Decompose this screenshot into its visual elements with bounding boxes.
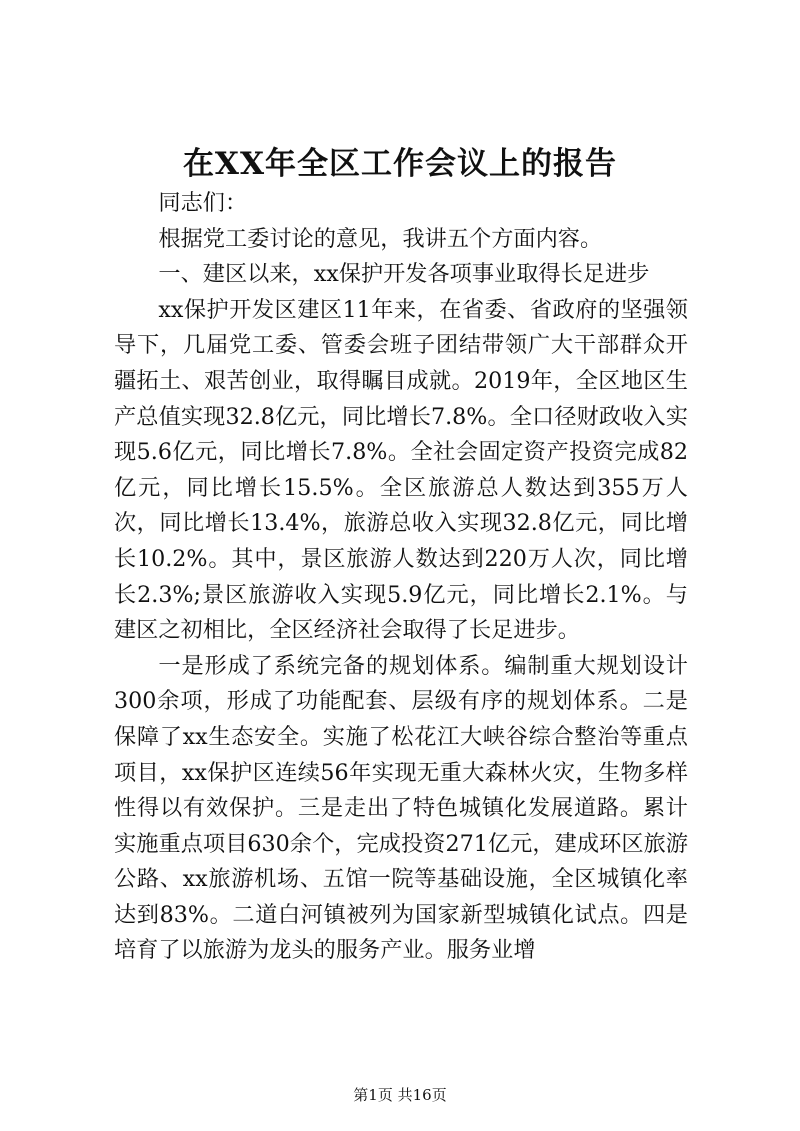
- intro-paragraph: 根据党工委讨论的意见，我讲五个方面内容。: [158, 225, 603, 252]
- achievements-paragraph: xx保护开发区建区11年来，在省委、省政府的坚强领导下，几届党工委、管委会班子团结带领广大干部群众开疆拓土、艰苦创业，取得瞩目成就。2019年，全区地区生产总值实现32.8亿元，同比增长7.8%。全口径财政收入实现5.6亿元，同比增长7.8%。全社会固定资产投资完成82亿元，同比增长15.5%。全区旅游总人数达到355万人次，同比增长13.4%，旅游总收入实现32.8亿元，同比增长10.2%。其中，景区旅游人数达到220万人次，同比增长2.3%;景区旅游收入实现5.9亿元，同比增长2.1%。与建区之初相比，全区经济社会取得了长足进步。: [114, 296, 688, 644]
- document-body: [114, 186, 688, 969]
- document-title: 在XX年全区工作会议上的报告: [182, 146, 618, 182]
- salutation-paragraph: 同志们：: [158, 190, 248, 216]
- details-paragraph: 一是形成了系统完备的规划体系。编制重大规划设计300余项，形成了功能配套、层级有序的规划体系。二是保障了xx生态安全。实施了松花江大峡谷综合整治等重点项目，xx保护区连续56年实现无重大森林火灾，生物多样性得以有效保护。三是走出了特色城镇化发展道路。累计实施重点项目630余个，完成投资271亿元，建成环区旅游公路、xx旅游机场、五馆一院等基础设施，全区城镇化率达到83%。二道白河镇被列为国家新型城镇化试点。四是培育了以旅游为龙头的服务产业。服务业增: [114, 652, 688, 964]
- page-footer: 第1页 共16页: [353, 1086, 447, 1104]
- section-heading: 一、建区以来，xx保护开发各项事业取得长足进步: [158, 261, 650, 288]
